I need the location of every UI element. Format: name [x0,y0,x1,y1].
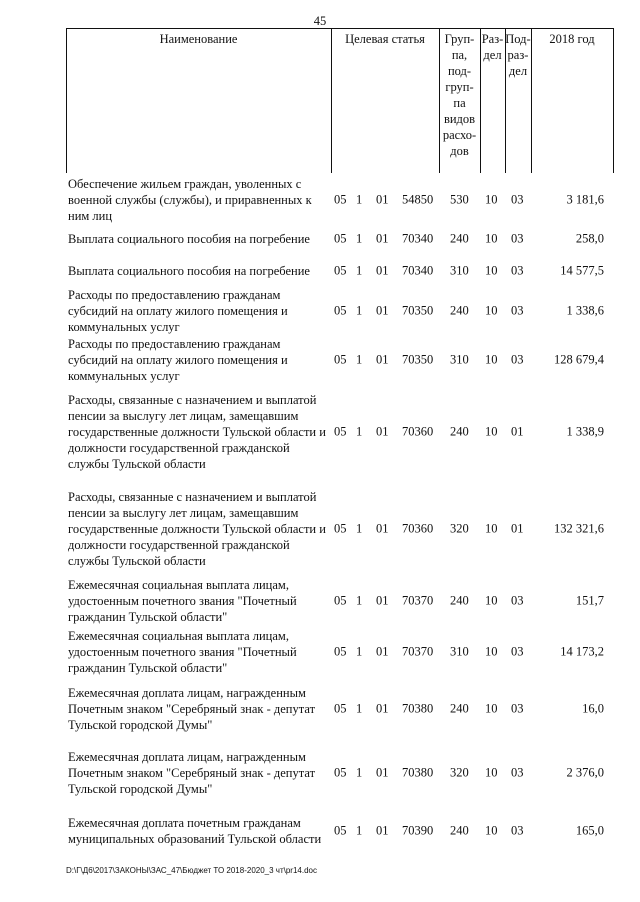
row-direction: 70390 [402,823,434,838]
row-measure: 01 [376,303,389,318]
row-subsection: 01 [511,424,524,439]
table-row [0,747,640,799]
row-subsection: 03 [511,593,524,608]
row-section: 10 [485,644,498,659]
row-subprogram: 1 [356,521,363,536]
row-subprogram: 1 [356,303,363,318]
row-group: 240 [450,593,469,608]
row-program: 05 [334,644,347,659]
row-subsection: 03 [511,644,524,659]
header-group-line: дов [450,144,469,158]
row-direction: 70360 [402,521,434,536]
row-name: Расходы по предоставлению гражданам субсидий на оплату жилого помещения и коммунальных услуг [68,288,288,334]
row-subsection: 01 [511,521,524,536]
table-row [0,576,640,626]
row-name: Выплата социального пособия на погребение [68,232,310,246]
row-name: Обеспечение жильем граждан, уволенных с военной службы (службы), и приравненных к ним лиц [68,177,312,223]
row-subprogram: 1 [356,231,363,246]
row-group: 310 [450,644,469,659]
row-direction: 70350 [402,303,434,318]
header-group-line: па, [451,48,468,62]
table-row [0,684,640,734]
row-program: 05 [334,192,347,207]
row-program: 05 [334,521,347,536]
row-subprogram: 1 [356,192,363,207]
header-name: Наименование [159,32,238,46]
table-row [0,176,640,224]
row-name: Расходы, связанные с назначением и выплатой пенсии за выслугу лет лицам, замещавшим государственные должности Тульской области и должности государственной гражданской службы Тульской области [68,490,326,568]
row-amount: 1 338,6 [566,303,604,318]
table-row [0,814,640,848]
table-row [0,229,640,249]
row-group: 320 [450,521,469,536]
row-name: Ежемесячная доплата лицам, награжденным Почетным знаком "Серебряный знак - депутат Тульской городской Думы" [68,750,316,796]
header-group-line: видов [443,112,476,126]
header-section-line: дел [483,48,502,62]
row-program: 05 [334,424,347,439]
row-group: 240 [450,303,469,318]
row-section: 10 [485,192,498,207]
row-subsection: 03 [511,823,524,838]
row-direction: 70340 [402,263,434,278]
row-subsection: 03 [511,765,524,780]
row-program: 05 [334,231,347,246]
row-measure: 01 [376,352,389,367]
row-direction: 70370 [402,593,434,608]
row-group: 320 [450,765,469,780]
row-amount: 258,0 [575,231,604,246]
row-group: 240 [450,701,469,716]
row-program: 05 [334,823,347,838]
row-amount: 3 181,6 [566,192,604,207]
row-measure: 01 [376,263,389,278]
row-measure: 01 [376,701,389,716]
header-subsection-line: раз- [507,48,529,62]
row-program: 05 [334,263,347,278]
row-subprogram: 1 [356,644,363,659]
table-row [0,261,640,281]
header-group-line: Груп- [444,32,475,46]
row-measure: 01 [376,823,389,838]
row-measure: 01 [376,765,389,780]
row-measure: 01 [376,424,389,439]
row-program: 05 [334,593,347,608]
row-direction: 70380 [402,765,434,780]
row-subprogram: 1 [356,593,363,608]
row-section: 10 [485,424,498,439]
row-program: 05 [334,352,347,367]
row-subsection: 03 [511,192,524,207]
row-measure: 01 [376,521,389,536]
row-amount: 165,0 [575,823,604,838]
row-measure: 01 [376,593,389,608]
table-row [0,391,640,473]
header-subsection-line: Под- [505,32,531,46]
row-direction: 70340 [402,231,434,246]
row-program: 05 [334,303,347,318]
row-name: Ежемесячная социальная выплата лицам, удостоенным почетного звания "Почетный гражданин Тульской области" [68,578,297,624]
row-subprogram: 1 [356,263,363,278]
row-section: 10 [485,593,498,608]
row-section: 10 [485,765,498,780]
row-section: 10 [485,352,498,367]
row-program: 05 [334,765,347,780]
row-section: 10 [485,231,498,246]
row-direction: 70380 [402,701,434,716]
row-section: 10 [485,521,498,536]
row-measure: 01 [376,644,389,659]
row-amount: 128 679,4 [554,352,604,367]
file-path-footer: D:\Г\Д6\2017\ЗАКОНЫ\ЗАС_47\Бюджет ТО 2018-2020_3 чт\pr14.doc [66,866,317,875]
row-measure: 01 [376,192,389,207]
row-subprogram: 1 [356,823,363,838]
row-direction: 54850 [402,192,434,207]
row-direction: 70370 [402,644,434,659]
row-section: 10 [485,303,498,318]
row-name: Ежемесячная социальная выплата лицам, удостоенным почетного звания "Почетный гражданин Тульской области" [68,629,297,675]
header-divider [331,28,332,173]
table-row [0,287,640,335]
row-amount: 132 321,6 [554,521,604,536]
row-subprogram: 1 [356,765,363,780]
header-section [480,31,505,63]
row-amount: 2 376,0 [566,765,604,780]
row-group: 310 [450,352,469,367]
row-group: 310 [450,263,469,278]
header-year: 2018 год [549,32,595,46]
header-group-line: груп- [445,80,474,94]
page-number: 45 [313,14,327,28]
row-name: Расходы, связанные с назначением и выплатой пенсии за выслугу лет лицам, замещавшим государственные должности Тульской области и должности государственной гражданской службы Тульской области [68,393,326,471]
row-subsection: 03 [511,352,524,367]
header-group [439,31,480,159]
row-subsection: 03 [511,231,524,246]
row-name: Ежемесячная доплата лицам, награжденным Почетным знаком "Серебряный знак - депутат Тульской городской Думы" [68,686,316,732]
row-amount: 1 338,9 [566,424,604,439]
row-program: 05 [334,701,347,716]
header-divider [613,28,614,173]
row-subprogram: 1 [356,701,363,716]
row-amount: 14 577,5 [560,263,604,278]
row-subsection: 03 [511,303,524,318]
header-target: Целевая статья [345,32,425,46]
row-group: 240 [450,424,469,439]
row-section: 10 [485,823,498,838]
row-name: Расходы по предоставлению гражданам субсидий на оплату жилого помещения и коммунальных услуг [68,337,288,383]
table-row [0,488,640,570]
row-name: Выплата социального пособия на погребение [68,264,310,278]
header-section-line: Раз- [481,32,504,46]
row-section: 10 [485,701,498,716]
header-group-line: под- [447,64,472,78]
row-section: 10 [485,263,498,278]
row-group: 530 [450,192,469,207]
row-group: 240 [450,823,469,838]
row-subprogram: 1 [356,424,363,439]
row-direction: 70350 [402,352,434,367]
row-subprogram: 1 [356,352,363,367]
header-subsection-line: дел [508,64,528,78]
row-group: 240 [450,231,469,246]
row-direction: 70360 [402,424,434,439]
table-row [0,627,640,677]
row-subsection: 03 [511,701,524,716]
header-divider [66,28,67,173]
row-amount: 14 173,2 [560,644,604,659]
row-measure: 01 [376,231,389,246]
row-name: Ежемесячная доплата почетным гражданам муниципальных образований Тульской области [68,816,322,846]
table-row [0,336,640,384]
row-subsection: 03 [511,263,524,278]
header-group-line: расхо- [442,128,477,142]
header-divider [531,28,532,173]
header-group-line: па [453,96,466,110]
row-amount: 151,7 [575,593,604,608]
header-subsection [505,31,531,79]
row-amount: 16,0 [582,701,604,716]
